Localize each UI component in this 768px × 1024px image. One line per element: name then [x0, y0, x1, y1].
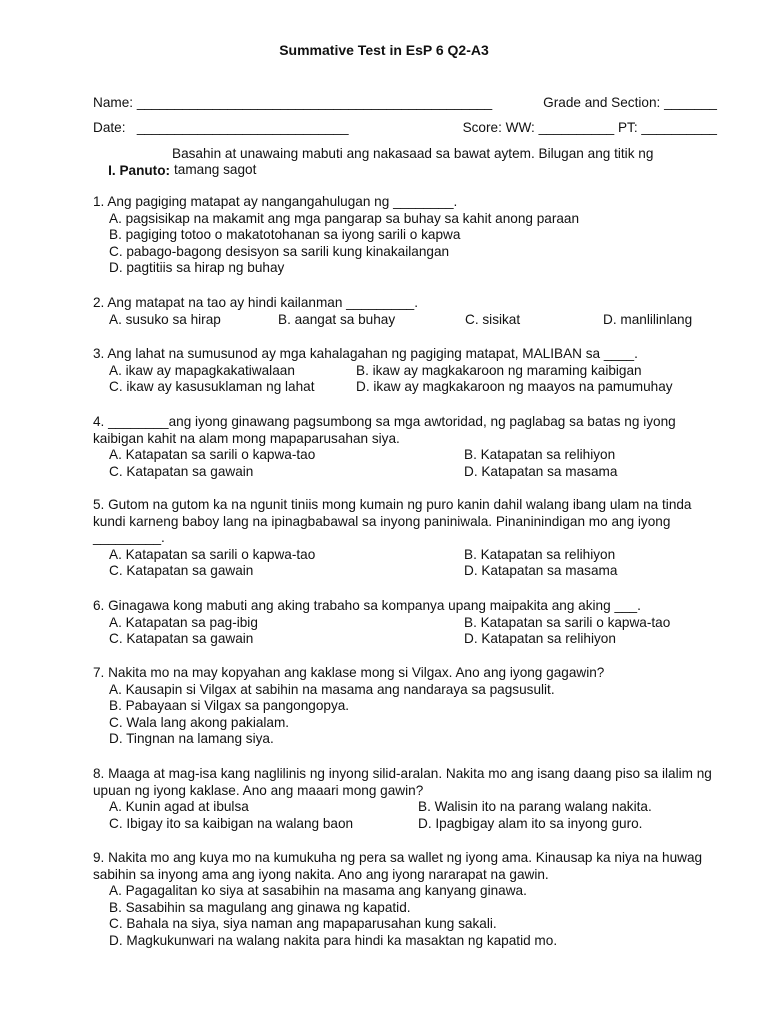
option-c: C. sisikat: [465, 311, 521, 327]
option-d: D. pagtitiis sa hirap ng buhay: [109, 260, 285, 276]
question-stem: 5. Gutom na gutom ka na ngunit tiniis mong kumain ng puro kanin dahil walang ibang ulam na tinda kundi karneng baboy lang na ipinagbabawal sa inyong paniniwala. Pinaninindigan mo ang iyong _________.: [93, 497, 692, 546]
name-row: [93, 95, 717, 112]
option-b: B. Katapatan sa relihiyon: [464, 447, 616, 463]
option-a: A. Pagagalitan ko siya at sasabihin na masama ang kanyang ginawa.: [109, 883, 527, 899]
option-d: D. Ipagbigay alam ito sa inyong guro.: [418, 815, 643, 831]
option-b: B. aangat sa buhay: [278, 311, 396, 327]
options-row-1: [93, 547, 723, 564]
option-c: C. Ibigay ito sa kaibigan na walang baon: [109, 815, 354, 831]
question-7: [93, 665, 733, 748]
option-a: A. Katapatan sa pag-ibig: [109, 614, 258, 630]
option-a: A. Katapatan sa sarili o kapwa-tao: [109, 546, 316, 562]
question-stem: 3. Ang lahat na sumusunod ay mga kahalagahan ng pagiging matapat, MALIBAN sa ____.: [93, 346, 638, 361]
option-b: B. ikaw ay magkakaroon ng maraming kaibigan: [356, 362, 642, 378]
question-stem: 6. Ginagawa kong mabuti ang aking trabaho sa kompanya upang maipakita ang aking ___.: [93, 598, 641, 613]
directions-text-2: tamang sagot: [174, 162, 257, 177]
option-b: B. pagiging totoo o makatotohanan sa iyong sarili o kapwa: [109, 227, 461, 243]
option-d: D. ikaw ay magkakaroon ng maayos na pamumuhay: [356, 379, 673, 395]
directions: [93, 146, 170, 196]
question-stem: 2. Ang matapat na tao ay hindi kailanman _________.: [93, 295, 418, 310]
option-b: B. Katapatan sa relihiyon: [464, 546, 616, 562]
option-a: A. susuko sa hirap: [109, 311, 221, 327]
option-d: D. Katapatan sa masama: [464, 563, 618, 579]
options-row-2: [93, 379, 733, 396]
option-c: C. Katapatan sa gawain: [109, 563, 254, 579]
options-row-2: [93, 464, 723, 481]
option-b: B. Pabayaan si Vilgax sa pangongopya.: [109, 698, 350, 714]
option-d: D. Katapatan sa relihiyon: [464, 631, 616, 647]
option-b: B. Walisin ito na parang walang nakita.: [418, 799, 652, 815]
option-c: C. Bahala na siya, siya naman ang mapaparusahan kung sakali.: [109, 916, 497, 932]
option-a: A. Kausapin si Vilgax at sabihin na masama ang nandaraya sa pagsusulit.: [109, 681, 555, 697]
option-a: A. pagsisikap na makamit ang mga pangarap sa buhay sa kahit anong paraan: [109, 210, 580, 226]
option-a: A. ikaw ay mapagkakatiwalaan: [109, 362, 295, 378]
date-field: Date: ____________________________: [93, 120, 349, 135]
name-field: Name: _______________________________________________: [93, 95, 493, 110]
option-c: C. Wala lang akong pakialam.: [109, 714, 290, 730]
question-2: [93, 295, 733, 328]
question-5: [93, 497, 723, 580]
question-stem: 7. Nakita mo na may kopyahan ang kaklase mong si Vilgax. Ano ang iyong gagawin?: [93, 665, 605, 680]
option-c: C. Katapatan sa gawain: [109, 463, 254, 479]
option-d: D. Magkukunwari na walang nakita para hindi ka masaktan ng kapatid mo.: [109, 932, 558, 948]
options-row: [93, 312, 733, 329]
options-row-1: [93, 447, 723, 464]
question-stem: 9. Nakita mo ang kuya mo na kumukuha ng pera sa wallet ng iyong ama. Kinausap ka niya na huwag sabihin sa inyong ama ang iyong nakita. Ano ang iyong nararapat na gawin.: [93, 850, 703, 882]
directions-text-1: Basahin at unawaing mabuti ang nakasaad sa bawat aytem. Bilugan ang titik ng: [172, 146, 654, 161]
options-row-2: [93, 631, 733, 648]
option-d: D. Katapatan sa masama: [464, 463, 618, 479]
options-row-1: [93, 799, 718, 816]
grade-section-field: Grade and Section: _______: [543, 95, 717, 110]
options-row-1: [93, 615, 733, 632]
question-stem: 4. ________ang iyong ginawang pagsumbong sa mga awtoridad, ng paglabag sa batas ng iyong kaibigan kahit na alam mong mapaparusahan siya.: [93, 414, 676, 446]
option-c: C. Katapatan sa gawain: [109, 631, 254, 647]
options-row-1: [93, 363, 733, 380]
option-a: A. Kunin agad at ibulsa: [109, 799, 249, 815]
question-8: [93, 766, 718, 832]
option-b: B. Sasabihin sa magulang ang ginawa ng kapatid.: [109, 899, 411, 915]
question-1: [93, 194, 733, 277]
question-6: [93, 598, 733, 648]
option-a: A. Katapatan sa sarili o kapwa-tao: [109, 447, 316, 463]
question-stem: 1. Ang pagiging matapat ay nangangahulugan ng ________.: [93, 194, 458, 209]
options-row-2: [93, 816, 718, 833]
question-9: [93, 850, 723, 950]
page-title: Summative Test in EsP 6 Q2-A3: [279, 42, 489, 58]
question-stem: 8. Maaga at mag-isa kang naglilinis ng inyong silid-aralan. Nakita mo ang isang daang piso sa ilalim ng upuan ng iyong kaklase. Ano ang maaari mong gawin?: [93, 766, 712, 798]
option-c: C. ikaw ay kasusuklaman ng lahat: [109, 379, 315, 395]
option-b: B. Katapatan sa sarili o kapwa-tao: [464, 614, 671, 630]
option-d: D. manlilinlang: [603, 311, 693, 327]
question-4: [93, 414, 723, 480]
options-row-2: [93, 563, 723, 580]
option-d: D. Tingnan na lamang siya.: [109, 731, 274, 747]
question-3: [93, 346, 733, 396]
score-field: Score: WW: __________ PT: __________: [462, 120, 717, 135]
directions-label: I. Panuto:: [108, 162, 171, 178]
option-c: C. pabago-bagong desisyon sa sarili kung kinakailangan: [109, 243, 450, 259]
date-row: [93, 120, 717, 137]
